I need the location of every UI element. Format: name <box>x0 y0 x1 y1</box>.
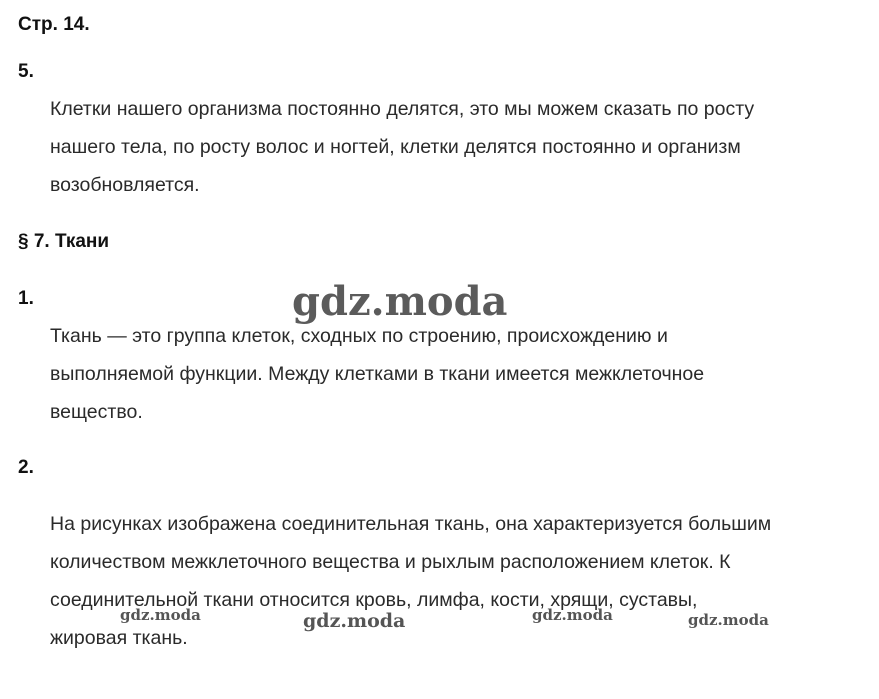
answer-1-number: 1. <box>18 288 34 309</box>
text-line: выполняемой функции. Между клетками в ткани имеется межклеточное <box>50 363 705 385</box>
page-header: Стр. 14. <box>18 14 90 35</box>
text-line: Клетки нашего организма постоянно делятся, это мы можем сказать по росту <box>50 98 755 120</box>
watermark-small: gdz.moda <box>120 606 201 624</box>
text-line: вещество. <box>50 401 143 423</box>
text-line: На рисунках изображена соединительная ткань, она характеризуется большим <box>50 513 772 535</box>
answer-2-number: 2. <box>18 457 34 478</box>
watermark-small: gdz.moda <box>688 611 769 629</box>
answer-1-text <box>50 317 870 431</box>
text-line: нашего тела, по росту волос и ногтей, клетки делятся постоянно и организм <box>50 136 741 158</box>
watermark-small: gdz.moda <box>303 610 406 632</box>
text-line: соединительной ткани относится кровь, лимфа, кости, хрящи, суставы, <box>50 589 698 611</box>
text-line: жировая ткань. <box>50 627 188 649</box>
section-5-text <box>50 90 870 204</box>
paragraph-title: § 7. Ткани <box>18 231 110 252</box>
watermark-small: gdz.moda <box>532 606 613 624</box>
section-5-number: 5. <box>18 61 34 82</box>
text-line: возобновляется. <box>50 174 200 196</box>
answer-2-text <box>50 505 870 657</box>
text-line: Ткань — это группа клеток, сходных по строению, происхождению и <box>50 325 668 347</box>
text-line: количеством межклеточного вещества и рыхлым расположением клеток. К <box>50 551 731 573</box>
watermark-main: gdz.moda <box>292 278 508 325</box>
